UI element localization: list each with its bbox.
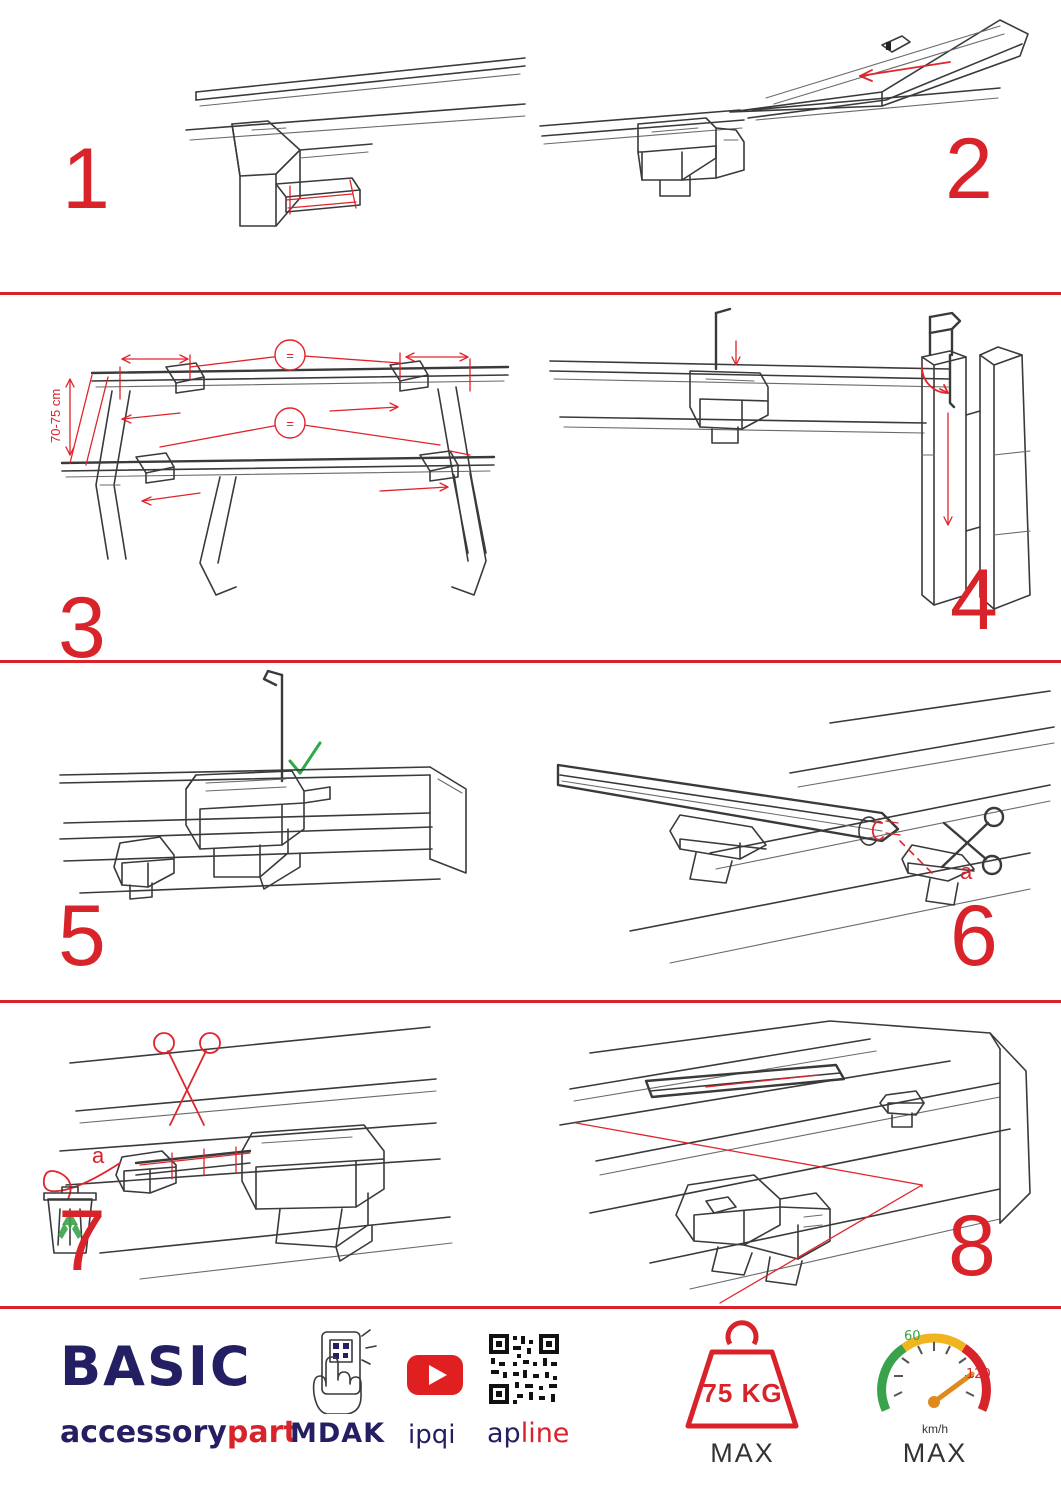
qr-code[interactable]	[487, 1332, 561, 1406]
part-letter-a-7: a	[92, 1143, 105, 1168]
apline-label	[487, 1418, 569, 1449]
brand-subtitle	[60, 1415, 298, 1450]
weight-max-label: MAX	[710, 1438, 775, 1468]
speed-max-label: MAX	[902, 1438, 968, 1468]
step-5-panel	[0, 663, 530, 1000]
step-number-3: 3	[58, 580, 106, 660]
step-number-8: 8	[948, 1198, 996, 1294]
qr-scan-hand-icon	[300, 1328, 380, 1414]
svg-text:=: =	[286, 416, 294, 431]
part-letter-a-6: a	[960, 859, 973, 884]
brand-title: BASIC	[60, 1335, 252, 1398]
step-number-1: 1	[62, 131, 110, 227]
speed-unit-label: km/h	[921, 1422, 948, 1436]
weight-icon	[672, 1318, 812, 1436]
svg-text:=: =	[286, 348, 294, 363]
step-number-5: 5	[58, 888, 106, 984]
footer	[0, 1310, 1061, 1500]
step-2-panel	[530, 0, 1061, 292]
step-number-2: 2	[945, 121, 993, 217]
step-3-panel	[0, 295, 530, 660]
svg-text:60: 60	[904, 1329, 921, 1344]
ipqi-label: ipqi	[408, 1420, 456, 1450]
youtube-icon[interactable]	[406, 1354, 464, 1396]
apline-ap: ap	[487, 1418, 521, 1449]
step-7-panel	[0, 1003, 530, 1306]
distance-label: 70-75 cm	[48, 388, 63, 443]
weight-value: 75 KG	[702, 1378, 783, 1408]
apline-line: line	[520, 1418, 570, 1449]
divider-4	[0, 1306, 1061, 1309]
step-8-panel	[530, 1003, 1061, 1306]
brand-sub-part: part	[226, 1415, 298, 1450]
step-number-6: 6	[950, 888, 998, 984]
svg-text:120: 120	[966, 1367, 991, 1382]
step-number-4: 4	[950, 552, 998, 648]
step-number-7: 7	[58, 1193, 106, 1289]
brand-sub-accessory: accessory	[60, 1415, 227, 1450]
step-1-panel	[0, 0, 530, 292]
step-6-panel	[530, 663, 1061, 1000]
step-4-panel	[530, 295, 1061, 660]
mdak-label: MDAK	[290, 1418, 386, 1449]
speedometer-icon	[870, 1318, 998, 1436]
